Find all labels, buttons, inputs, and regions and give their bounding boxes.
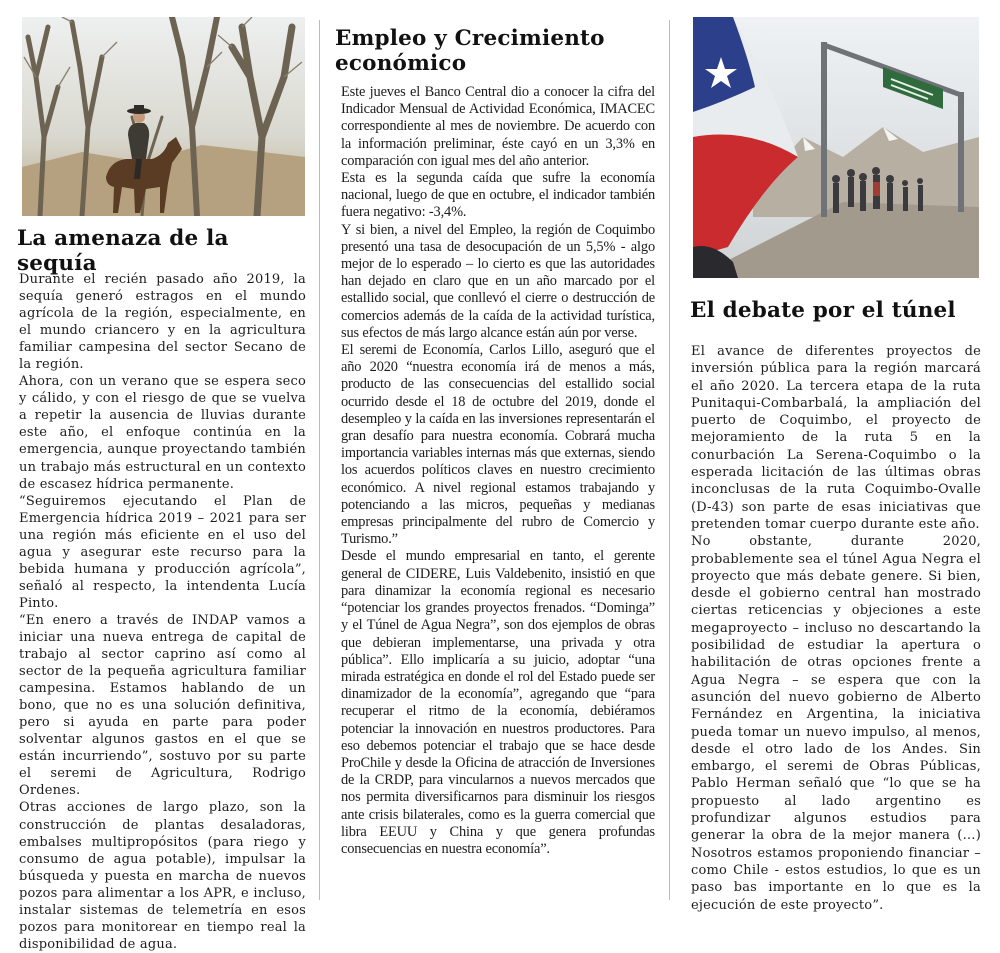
column-rule-left	[319, 20, 320, 900]
paragraph: Ahora, con un verano que se espera seco y cálido, y con el riesgo de que se vuelva a repetir la ausencia de lluvias durante este año, el enfoque continúa en la emergencia, aunque proyectando también un trabajo más estructural en un contexto de escasez hídrica permanente.	[19, 374, 306, 492]
article-drought-body	[19, 271, 306, 953]
paragraph: Otras acciones de largo plazo, son la construcción de plantas desaladoras, embalses multipropósitos (para riego y consumo de agua potable), impulsar la búsqueda y puesta en marcha de nuevos pozos para alimentar a los APR, e incluso, instalar sistemas de telemetría en esos pozos para monitorear en tiempo real la disponibilidad de agua.	[19, 800, 306, 952]
paragraph: Este jueves el Banco Central dio a conocer la cifra del Indicador Mensual de Actividad Económica, IMACEC correspondiente al mes de noviembre. De acuerdo con la información preliminar, éste cayó en un 3,3% en comparación con igual mes del año anterior.	[341, 84, 655, 169]
paragraph: “En enero a través de INDAP vamos a iniciar una nueva entrega de capital de trabajo al sector caprino así como al sector de la pequeña agricultura familiar campesina. Estamos hablando de un bono, que no es una solución definitiva, pero si ayuda en parte para poder solventar algunos gastos en el que se están incurriendo”, sostuvo por su parte el seremi de Agricultura, Rodrigo Ordenes.	[19, 612, 306, 799]
paragraph: Desde el mundo empresarial en tanto, el gerente general de CIDERE, Luis Valdebenito, insistió en que para dinamizar la economía regional es necesario “potenciar los grandes proyectos frenados. “Dominga” y el Túnel de Agua Negra”, son dos ejemplos de obras que debieran implementarse, una privada y otra pública”. Ello implicaría a su juicio, adoptar “una mirada estratégica en donde el rol del Estado puede ser dinamizador de la economía”, agregando que “para recuperar el ritmo de la economía, debiéramos potenciar la innovación en nuestros productores. Para eso debemos potenciar el trabajo que se hace desde ProChile y desde la Oficina de atracción de Inversiones de la CRDP, para vincularnos a nuevos mercados que nos permita diversificarnos para disminuir los riesgos ante crisis bilaterales, como es la guerra comercial que libra EEUU y China y que genera profundas consecuencias en nuestra economía”.	[341, 548, 655, 857]
paragraph: No obstante, durante 2020, probablemente sea el túnel Agua Negra el proyecto que más debate genere. Si bien, desde el gobierno central han mostrado ciertas reticencias y objeciones a este megaproyecto – incluso no descartando la posibilidad de estudiar la apertura o habilitación de otras opciones frente a Agua Negra – se espera que con la asunción del nuevo gobierno de Alberto Fernández en Argentina, la iniciativa pueda tomar un nuevo impulso, al menos, desde el otro lado de los Andes. Sin embargo, el seremi de Obras Públicas, Pablo Herman señaló que “lo que se ha propuesto al lado argentino es profundizar algunos estudios para generar la obra de la mejor manera (…) Nosotros estamos proponiendo financiar – como Chile - estos estudios, lo que es un paso bas importante en lo que es la ejecución de este proyecto”.	[691, 534, 981, 913]
paragraph: El avance de diferentes proyectos de inversión pública para la región marcará el año 2020. La tercera etapa de la ruta Punitaqui-Combarbalá, la ampliación del puerto de Coquimbo, el proyecto de mejoramiento de la ruta 5 en la conurbación La Serena-Coquimbo o la esperada licitación de las últimas obras inconclusas de la ruta Coquimbo-Ovalle (D-43) son parte de esas iniciativas que pretenden tomar cuerpo durante este año.	[691, 344, 981, 532]
drought-photo	[22, 17, 305, 216]
paragraph: “Seguiremos ejecutando el Plan de Emergencia hídrica 2019 – 2021 para ser una región más eficiente en el uso del agua y asegurar este recurso para la bebida humana y producción agrícola”, señaló al respecto, la intendenta Lucía Pinto.	[19, 493, 306, 611]
tunnel-photo	[693, 17, 979, 278]
chilean-flag-at-border-crossing-photo	[693, 17, 979, 278]
headline-economy: Empleo y Crecimiento económico	[335, 26, 605, 76]
paragraph: Y si bien, a nivel del Empleo, la región de Coquimbo presentó una tasa de desocupación de un 5,5% - algo mejor de lo esperado – lo cierto es que las autoridades han dejado en claro que en un año marcado por el estallido social, que conllevó el cierre o destrucción de comercios además de la caída de la actividad turística, sus efectos de más largo alcance están aún por verse.	[341, 221, 655, 341]
article-economy-body	[341, 84, 655, 858]
headline-tunnel: El debate por el túnel	[690, 298, 956, 323]
article-tunnel-body	[691, 343, 981, 914]
paragraph: El seremi de Economía, Carlos Lillo, aseguró que el año 2020 “nuestra economía irá de menos a más, producto de las consecuencias del estallido social ocurrido desde el 18 de octubre del 2019, donde el desempleo y la caída en las inversiones representarán el gran desafío para nuestra economía. Cobrará mucha importancia variables internas más que externas, siendo los acuerdos políticos claves en nuestro crecimiento económico. A nivel regional estamos trabajando y potenciando a las micros, pequeñas y medianas empresas principalmente del rubro de Comercio y Turismo.”	[341, 342, 655, 548]
column-rule-right	[669, 20, 670, 900]
paragraph: Durante el recién pasado año 2019, la sequía generó estragos en el mundo agrícola de la región, especialmente, en el mundo criancero y en la agricultura familiar campesina del sector Secano de la región.	[19, 272, 306, 373]
rider-on-horse-among-dry-trees-photo	[22, 17, 305, 216]
paragraph: Esta es la segunda caída que sufre la economía nacional, luego de que en octubre, el indicador también fuera negativo: -3,4%.	[341, 170, 655, 221]
headline-drought: La amenaza de la sequía	[17, 226, 229, 276]
